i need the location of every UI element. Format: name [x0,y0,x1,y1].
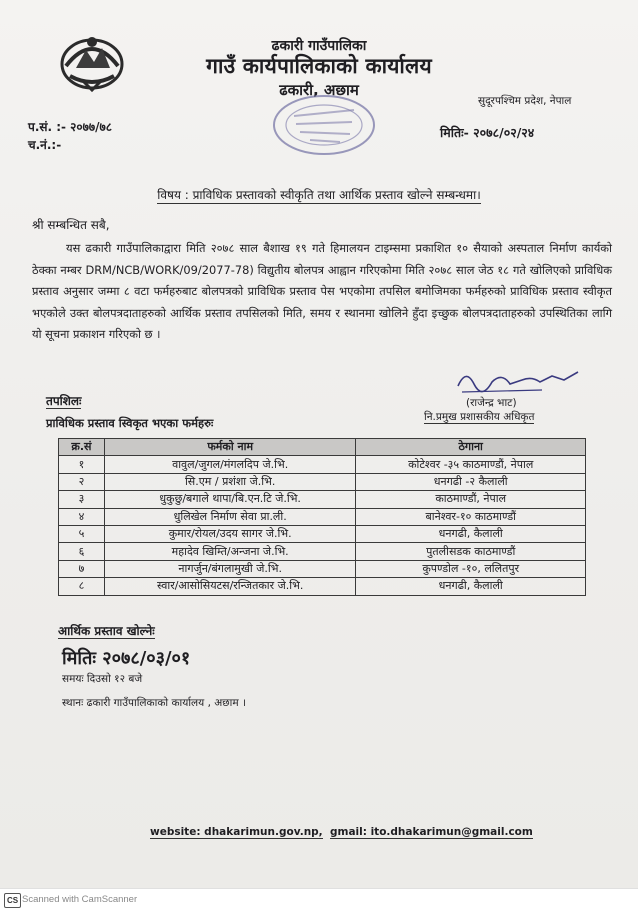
firms-table [58,438,586,596]
column-header-serial: क्र.सं [59,439,105,456]
serial-cell: २ [59,473,105,490]
financial-proposal-heading [58,622,155,639]
office-stamp-icon [270,92,378,158]
table-row [59,578,586,595]
firm-name-cell: स्वार/आसोसियटस/रन्जितकार जे.भि. [104,578,356,595]
financial-opening-date: मितिः २०७८/०३/०१ [62,648,191,669]
serial-cell: ५ [59,525,105,542]
column-header-firm-name: फर्मको नाम [104,439,356,456]
firm-name-cell: नागर्जुन/बंगलामुखी जे.भि. [104,560,356,577]
firm-name-cell: वावुल/जुगल/मंगलदिप जे.भि. [104,456,356,473]
table-row [59,508,586,525]
scanner-watermark-text: Scanned with CamScanner [22,894,138,905]
scanner-watermark-bar [0,888,638,911]
address-cell: कोटेश्वर -३५ काठमाण्डौं, नेपाल [356,456,586,473]
table-row [59,473,586,490]
camscanner-logo-icon: CS [4,893,21,908]
serial-cell: ४ [59,508,105,525]
subject-text: विषय : प्राविधिक प्रस्तावको स्वीकृति तथा आर्थिक प्रस्ताव खोल्ने सम्बन्धमा। [157,188,481,202]
address-cell: धनगढी -२ कैलाली [356,473,586,490]
firm-name-cell: धुकुछु/बगाले थापा/बि.एन.टि जे.भि. [104,491,356,508]
table-row [59,456,586,473]
signature-icon [452,362,592,398]
address-cell: धनगढी, कैलाली [356,525,586,542]
address-cell: बानेश्वर-१० काठमाण्डौं [356,508,586,525]
table-row [59,491,586,508]
serial-cell: ८ [59,578,105,595]
reference-number: प.सं. :- २०७७/७८ [28,120,113,134]
tapasil-label-text: तपशिलः [46,394,82,408]
firm-name-cell: सि.एम / प्रशंशा जे.भि. [104,473,356,490]
financial-proposal-heading-text: आर्थिक प्रस्ताव खोल्नेः [58,624,155,638]
greeting: श्री सम्बन्धित सबै, [32,218,110,232]
serial-cell: ६ [59,543,105,560]
email-link[interactable]: gmail: ito.dhakarimun@gmail.com [329,826,533,838]
signatory-post-text: नि.प्रमुख प्रशासकीय अधिकृत [424,411,535,423]
tapasil-label [46,392,81,409]
address-cell: कुपण्डोल -१०, ललितपुर [356,560,586,577]
office-location: ढकारी, अछाम [279,81,359,99]
serial-cell: ७ [59,560,105,577]
table-header-row [59,439,586,456]
table-row [59,525,586,542]
financial-opening-time: समयः दिउसो १२ बजे [62,673,143,685]
website-link[interactable]: website: dhakarimun.gov.np, [150,826,323,838]
signatory-post [424,410,534,424]
firm-name-cell: धुलिखेल निर्माण सेवा प्रा.ली. [104,508,356,525]
signatory-name: (राजेन्द्र भाट) [466,397,517,409]
column-header-address: ठेगाना [356,439,586,456]
letter-date: मितिः- २०७८/०२/२४ [440,125,535,140]
serial-cell: १ [59,456,105,473]
financial-opening-place: स्थानः ढकारी गाउँपालिकाको कार्यालय , अछाम । [62,697,246,709]
municipality-name: ढकारी गाउँपालिका [271,38,367,54]
address-cell: पुतलीसडक काठमाण्डौं [356,543,586,560]
address-cell: काठमाण्डौं, नेपाल [356,491,586,508]
footer-contact [150,826,533,838]
address-cell: धनगढी, कैलाली [356,578,586,595]
firm-name-cell: कुमार/रोयल/उदय सागर जे.भि. [104,525,356,542]
notice-body: यस ढकारी गाउँपालिकाद्वारा मिति २०७८ साल बैशाख १९ गते हिमालयन टाइम्समा प्रकाशित १० सैयाको अस्पताल निर्माण कार्यको ठेक्का नम्बर DRM/NCB/WORK/09/2077-78) विद्युतीय बोलपत्र आह्वान गरिएकोमा मिति २०७८ साल जेठ १८ गते खोलिएको प्राविधिक प्रस्ताव अनुसार जम्मा ८ वटा फर्महरुबाट बोलपत्रको प्राविधिक प्रस्ताव पेस भएकोमा तपसिल बमोजिमका फर्महरुको प्राविधिक प्रस्ताव स्वीकृत भएकोले उक्त बोलपत्रदाताहरुको आर्थिक प्रस्ताव तपसिलको मिति, समय र स्थानमा खोलिने हुँदा इच्छुक बोलपत्रदाताहरुको उपस्थितिका लागि यो सूचना प्रकाशन गरिएको छ । [32,241,612,342]
serial-cell: ३ [59,491,105,508]
office-title: गाउँ कार्यपालिकाको कार्यालय [206,54,432,78]
table-row [59,560,586,577]
province-label: सुदूरपश्चिम प्रदेश, नेपाल [478,95,572,107]
firms-heading: प्राविधिक प्रस्ताव स्विकृत भएका फर्महरुः [46,416,214,430]
firm-name-cell: महादेव खिम्ति/अन्जना जे.भि. [104,543,356,560]
dispatch-number: च.नं.:- [28,138,62,152]
subject-line [0,186,638,203]
table-row [59,543,586,560]
